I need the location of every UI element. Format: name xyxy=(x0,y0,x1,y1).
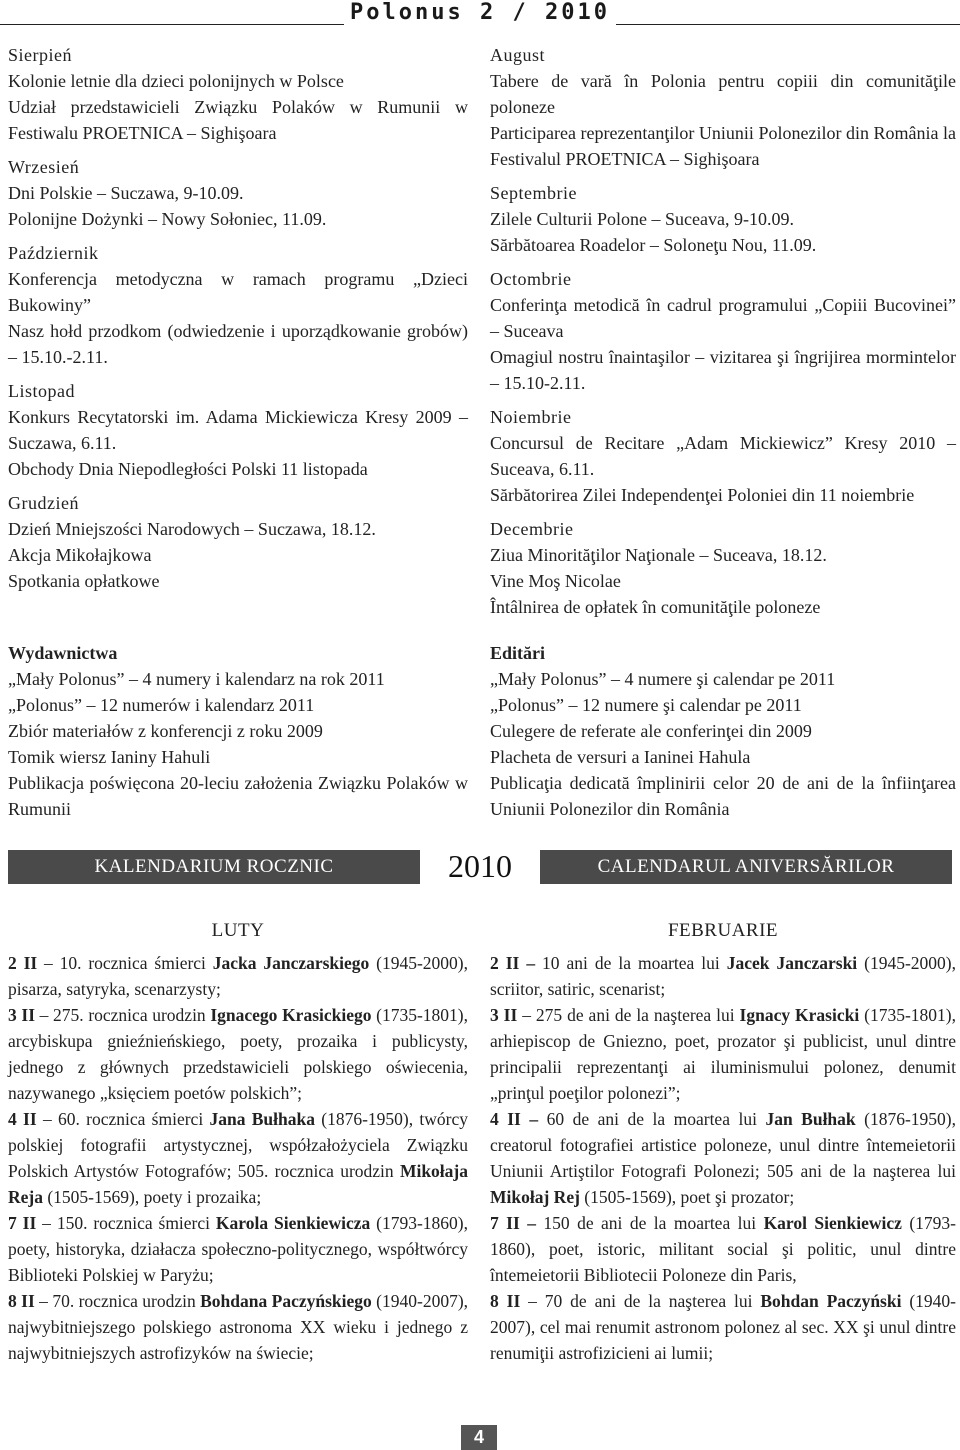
month-heading: August xyxy=(490,45,546,65)
anniversary-bold: Mikołaj Rej xyxy=(490,1187,580,1207)
month-section xyxy=(490,42,956,172)
publication-item: Culegere de referate ale conferinţei din 2009 xyxy=(490,721,812,741)
event-item: Sărbătoarea Roadelor – Soloneţu Nou, 11.09. xyxy=(490,235,817,255)
event-item: Spotkania opłatkowe xyxy=(8,571,160,591)
anniversary-text: – 275. rocznica urodzin xyxy=(35,1005,211,1025)
calendar-banner xyxy=(8,850,952,886)
anniversary-bold: Jana Bułhaka xyxy=(209,1109,315,1129)
anniversary-bold: 7 II – xyxy=(490,1213,536,1233)
anniversary-text: – 70 de ani de la naşterea lui xyxy=(520,1291,761,1311)
publications-heading: Wydawnictwa xyxy=(8,643,118,663)
anniversary-text: (1945-2000), pisarza, satyryka, scenarzysty; xyxy=(8,953,468,999)
month-heading: Wrzesień xyxy=(8,157,80,177)
polish-events-column xyxy=(8,42,468,602)
month-section xyxy=(490,266,956,396)
polish-anniversaries xyxy=(8,918,468,1366)
page-header xyxy=(0,0,960,30)
anniversary-text: – 60. rocznica śmierci xyxy=(36,1109,210,1129)
anniversary-text: – 70. rocznica urodzin xyxy=(34,1291,201,1311)
event-item: Sărbătorirea Zilei Independenţei Poloniei din 11 noiembrie xyxy=(490,485,915,505)
publication-item: „Polonus” – 12 numerów i kalendarz 2011 xyxy=(8,695,315,715)
anniversary-bold: Bohdana Paczyńskiego xyxy=(200,1291,372,1311)
anniversary-bold: 4 II xyxy=(8,1109,37,1129)
anniversary-bold: Karol Sienkiewicz xyxy=(763,1213,902,1233)
month-section xyxy=(8,378,468,482)
anniversary-entry xyxy=(8,1002,468,1106)
anniversary-entry xyxy=(490,950,956,1002)
event-item: Konferencja metodyczna w ramach programu „Dzieci Bukowiny” xyxy=(8,269,468,315)
month-heading: Octombrie xyxy=(490,269,572,289)
anniversary-bold: 3 II xyxy=(8,1005,36,1025)
anniversary-bold: Ignacy Krasicki xyxy=(739,1005,860,1025)
anniversary-text: – 150. rocznica śmierci xyxy=(36,1213,216,1233)
page-number: 4 xyxy=(461,1425,497,1450)
month-section xyxy=(8,490,468,594)
event-item: Dni Polskie – Suczawa, 9-10.09. xyxy=(8,183,244,203)
anniversary-text: (1505-1569), poet şi prozator; xyxy=(579,1187,795,1207)
anniversary-text: 150 de ani de la moartea lui xyxy=(535,1213,764,1233)
anniversary-bold: 2 II xyxy=(8,953,38,973)
anniversary-text: – 10. rocznica śmierci xyxy=(37,953,213,973)
anniversary-bold: 8 II xyxy=(8,1291,35,1311)
event-item: Conferinţa metodică în cadrul programului „Copiii Bucovinei” – Suceava xyxy=(490,295,956,341)
anniversary-bold: Mikołaja Reja xyxy=(8,1161,468,1207)
publication-item: Tomik wiersz Ianiny Hahuli xyxy=(8,747,211,767)
anniversary-bold: 8 II xyxy=(490,1291,521,1311)
publications-heading: Editări xyxy=(490,643,546,663)
banner-title-polish: KALENDARIUM ROCZNIC xyxy=(8,850,420,884)
event-item: Akcja Mikołajkowa xyxy=(8,545,152,565)
month-section xyxy=(490,180,956,258)
month-heading: Grudzień xyxy=(8,493,79,513)
page-title: Polonus 2 / 2010 xyxy=(0,0,960,26)
anniversary-entry xyxy=(490,1210,956,1288)
anniversary-bold: Ignacego Krasickiego xyxy=(210,1005,372,1025)
event-item: Obchody Dnia Niepodległości Polski 11 listopada xyxy=(8,459,368,479)
month-heading: Noiembrie xyxy=(490,407,572,427)
anniversary-entry xyxy=(490,1106,956,1210)
event-item: Kolonie letnie dla dzieci polonijnych w Polsce xyxy=(8,71,344,91)
publication-item: „Mały Polonus” – 4 numery i kalendarz na rok 2011 xyxy=(8,669,385,689)
month-heading: LUTY xyxy=(211,920,265,941)
anniversary-entry xyxy=(8,1210,468,1288)
anniversary-text: – 275 de ani de la naşterea lui xyxy=(517,1005,740,1025)
anniversary-bold: 2 II – xyxy=(490,953,543,973)
anniversary-bold: 3 II xyxy=(490,1005,518,1025)
polish-publications xyxy=(8,640,468,822)
anniversary-text: (1505-1569), poety i prozaika; xyxy=(42,1187,262,1207)
anniversary-bold: 4 II – xyxy=(490,1109,539,1129)
event-item: Vine Moş Nicolae xyxy=(490,571,621,591)
anniversary-text: (1735-1801), arcybiskupa gnieźnieńskiego, poety, prozaika i publicysty, jednego z głównych przedstawicieli polskiego oświecenia, nazywanego „księciem poetów polskich”; xyxy=(8,1005,469,1103)
banner-title-romanian: CALENDARUL ANIVERSĂRILOR xyxy=(540,850,952,884)
event-item: Tabere de vară în Polonia pentru copiii din comunităţile poloneze xyxy=(490,71,956,117)
month-heading: Septembrie xyxy=(490,183,577,203)
romanian-anniversaries xyxy=(490,918,956,1366)
month-section xyxy=(8,154,468,232)
anniversary-bold: Jan Bułhak xyxy=(765,1109,856,1129)
anniversary-text: (1940-2007), cel mai renumit astronom polonez al sec. XX şi unul dintre renumiţii astrofizicieni ai lumii; xyxy=(490,1291,957,1363)
event-item: Zilele Culturii Polone – Suceava, 9-10.09. xyxy=(490,209,794,229)
publication-item: „Polonus” – 12 numere şi calendar pe 2011 xyxy=(490,695,802,715)
event-item: Udział przedstawicieli Związku Polaków w Rumunii w Festiwalu PROETNICA – Sighişoara xyxy=(8,97,468,143)
event-item: Ziua Minorităţilor Naţionale – Suceava, 18.12. xyxy=(490,545,827,565)
romanian-publications xyxy=(490,640,956,822)
publication-item: Placheta de versuri a Ianinei Hahula xyxy=(490,747,751,767)
publication-item: Publikacja poświęcona 20-leciu założenia Związku Polaków w Rumunii xyxy=(8,773,468,819)
anniversary-text: (1876-1950), twórcy polskiej fotografii artystycznej, współzałożyciela Związku Polskich Artystów Fotografów; 505. rocznica urodzin xyxy=(8,1109,468,1181)
anniversary-entry xyxy=(8,1106,468,1210)
anniversary-text: (1793-1860), poet, istoric, militant social şi politic, unul dintre întemeietorii Bibliotecii Poloneze din Paris, xyxy=(490,1213,957,1285)
anniversary-text: (1793-1860), poety, historyka, działacza społeczno-politycznego, współtwórcy Biblioteki Polskiej w Paryżu; xyxy=(8,1213,469,1285)
event-item: Omagiul nostru înaintaşilor – vizitarea şi îngrijirea mormintelor – 15.10-2.11. xyxy=(490,347,956,393)
romanian-events-column xyxy=(490,42,956,628)
anniversary-text: (1945-2000), scriitor, satiric, scenarist; xyxy=(490,953,957,999)
anniversary-bold: Jacek Janczarski xyxy=(726,953,858,973)
anniversary-entry xyxy=(8,950,468,1002)
event-item: Întâlnirea de opłatek în comunităţile poloneze xyxy=(490,597,821,617)
anniversary-text: (1735-1801), arhiepiscop de Gniezno, poet, prozator şi publicist, unul dintre principalii reprezentanţi ai iluminismului polonez, denumit „prinţul poeţilor polonezi”; xyxy=(490,1005,957,1103)
anniversary-text: (1876-1950), creatorul fotografiei artistice poloneze, unul dintre întemeietorii Uniunii Artiştilor Fotografi Polonezi; 505 ani de la naşterea lui xyxy=(490,1109,957,1181)
anniversary-bold: Bohdan Paczyński xyxy=(760,1291,902,1311)
event-item: Dzień Mniejszości Narodowych – Suczawa, 18.12. xyxy=(8,519,376,539)
month-heading: Sierpień xyxy=(8,45,72,65)
anniversary-entry xyxy=(8,1288,468,1366)
month-heading: Decembrie xyxy=(490,519,574,539)
anniversary-text: (1940-2007), najwybitniejszego polskiego astronoma XX wieku i jednego z najwybitniejszych astrofizyków na świecie; xyxy=(8,1291,469,1363)
anniversary-text: 10 ani de la moartea lui xyxy=(542,953,727,973)
banner-year: 2010 xyxy=(448,848,512,884)
month-heading: Październik xyxy=(8,243,99,263)
month-heading: FEBRUARIE xyxy=(667,920,779,941)
month-section xyxy=(490,516,956,620)
month-section xyxy=(8,42,468,146)
month-section xyxy=(490,404,956,508)
publication-item: Zbiór materiałów z konferencji z roku 2009 xyxy=(8,721,323,741)
month-section xyxy=(8,240,468,370)
anniversary-text: 60 de ani de la moartea lui xyxy=(538,1109,766,1129)
event-item: Polonijne Dożynki – Nowy Sołoniec, 11.09. xyxy=(8,209,327,229)
anniversary-bold: Jacka Janczarskiego xyxy=(212,953,370,973)
event-item: Konkurs Recytatorski im. Adama Mickiewicza Kresy 2009 – Suczawa, 6.11. xyxy=(8,407,468,453)
anniversary-entry xyxy=(490,1288,956,1366)
month-heading: Listopad xyxy=(8,381,75,401)
publication-item: „Mały Polonus” – 4 numere şi calendar pe 2011 xyxy=(490,669,836,689)
event-item: Concursul de Recitare „Adam Mickiewicz” Kresy 2010 – Suceava, 6.11. xyxy=(490,433,956,479)
event-item: Nasz hołd przodkom (odwiedzenie i uporządkowanie grobów) – 15.10.-2.11. xyxy=(8,321,468,367)
anniversary-bold: 7 II xyxy=(8,1213,37,1233)
anniversary-bold: Karola Sienkiewicza xyxy=(215,1213,371,1233)
event-item: Participarea reprezentanţilor Uniunii Polonezilor din România la Festivalul PROETNICA – Sighişoara xyxy=(490,123,956,169)
anniversary-entry xyxy=(490,1002,956,1106)
publication-item: Publicaţia dedicată împlinirii celor 20 de ani de la înfiinţarea Uniunii Polonezilor din România xyxy=(490,773,956,819)
